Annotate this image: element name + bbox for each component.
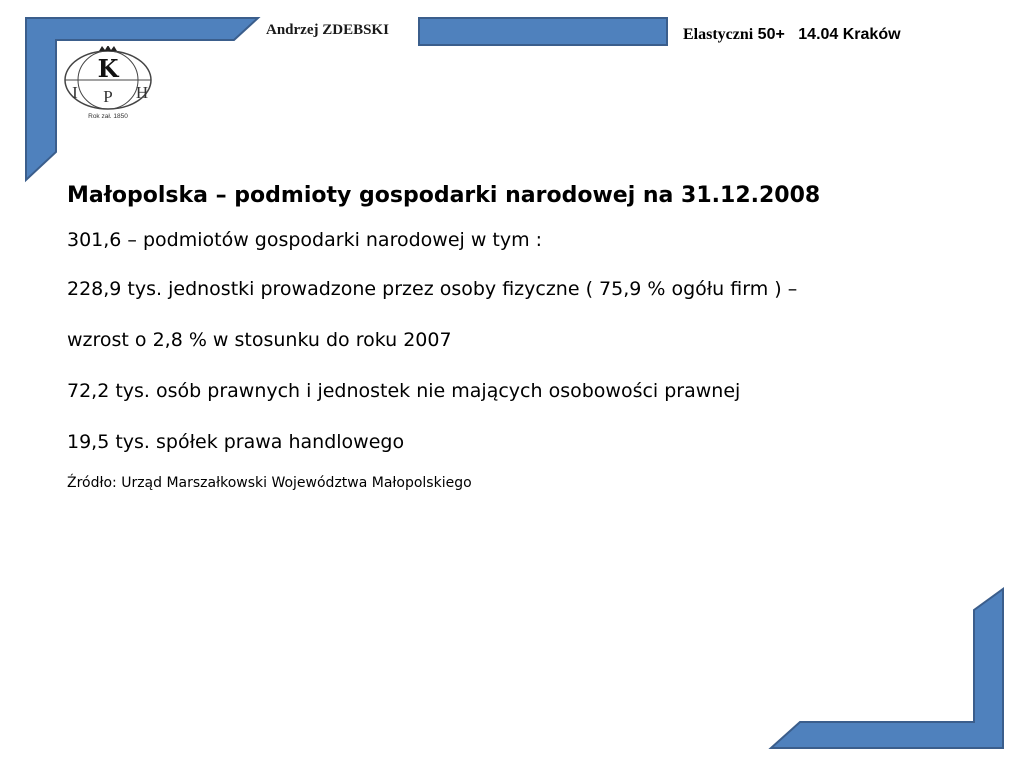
content-line: 301,6 – podmiotów gospodarki narodowej w tym : <box>67 229 543 251</box>
content-line: 72,2 tys. osób prawnych i jednostek nie mających osobowości prawnej <box>67 380 741 402</box>
slide-title: Małopolska – podmioty gospodarki narodowej na 31.12.2008 <box>67 183 821 208</box>
source-note: Źródło: Urząd Marszałkowski Województwa Małopolskiego <box>67 475 472 491</box>
event-number: 50+ <box>757 26 785 43</box>
logo-caption: Rok zał. 1850 <box>88 113 128 120</box>
bottom-right-frame-corner <box>771 589 1003 748</box>
logo-letter-h: H <box>135 83 149 102</box>
content-line: 228,9 tys. jednostki prowadzone przez osoby fizyczne ( 75,9 % ogółu firm ) – <box>67 278 798 300</box>
slide-content <box>67 176 967 498</box>
event-date-place: 14.04 Kraków <box>798 26 901 43</box>
event-header <box>683 26 901 44</box>
crown-icon <box>99 46 117 51</box>
content-line: 19,5 tys. spółek prawa handlowego <box>67 431 405 453</box>
content-line: wzrost o 2,8 % w stosunku do roku 2007 <box>67 329 452 351</box>
header-bar <box>419 18 667 45</box>
event-name: Elastyczni <box>683 26 754 43</box>
logo-letter-k: K <box>97 54 119 83</box>
author-name: Andrzej ZDEBSKI <box>266 22 389 38</box>
iph-logo <box>62 46 154 122</box>
logo-letter-i: I <box>72 83 78 102</box>
logo-letter-p: P <box>103 87 113 106</box>
